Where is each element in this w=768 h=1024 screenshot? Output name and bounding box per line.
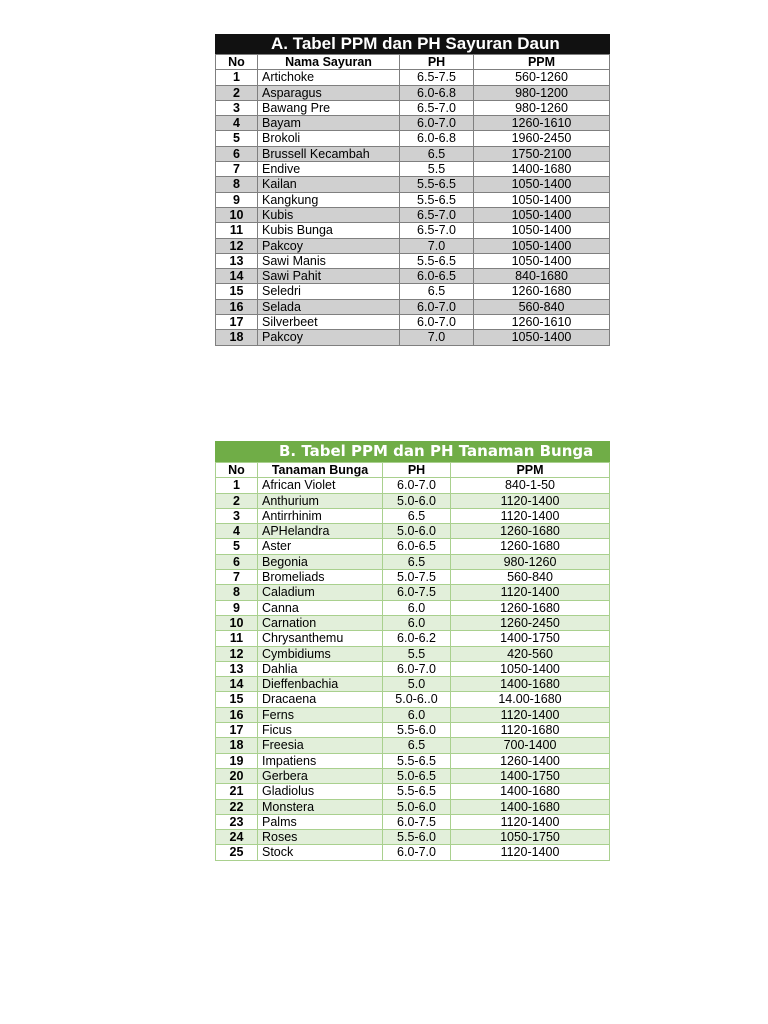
table-row [216, 600, 610, 615]
table-row [216, 70, 610, 85]
cell-name: Freesia [258, 738, 383, 753]
header-no: No [216, 55, 258, 70]
cell-name: Ferns [258, 707, 383, 722]
cell-ph: 6.0-7.5 [383, 814, 451, 829]
cell-no: 13 [216, 661, 258, 676]
cell-ph: 6.0-7.0 [383, 478, 451, 493]
cell-ph: 6.5 [383, 508, 451, 523]
cell-ph: 5.5-6.0 [383, 830, 451, 845]
cell-ph: 5.5-6.5 [383, 784, 451, 799]
table-row [216, 116, 610, 131]
cell-ph: 6.0-6.5 [383, 539, 451, 554]
cell-ppm: 1050-1400 [474, 330, 610, 345]
cell-no: 19 [216, 753, 258, 768]
cell-ppm: 1050-1400 [474, 177, 610, 192]
cell-name: Palms [258, 814, 383, 829]
cell-ppm: 980-1200 [474, 85, 610, 100]
table-row [216, 253, 610, 268]
table-row [216, 207, 610, 222]
cell-name: Carnation [258, 615, 383, 630]
cell-ph: 5.0-6.0 [383, 524, 451, 539]
cell-name: Antirrhinim [258, 508, 383, 523]
cell-no: 13 [216, 253, 258, 268]
cell-ph: 5.5-6.5 [400, 192, 474, 207]
cell-ppm: 980-1260 [451, 554, 610, 569]
cell-ph: 5.5-6.5 [383, 753, 451, 768]
cell-ph: 6.0-7.0 [400, 315, 474, 330]
cell-ph: 6.5-7.0 [400, 207, 474, 222]
cell-name: Dieffenbachia [258, 677, 383, 692]
cell-name: Selada [258, 299, 400, 314]
table-row [216, 284, 610, 299]
table-row [216, 162, 610, 177]
cell-name: Dracaena [258, 692, 383, 707]
cell-name: Brokoli [258, 131, 400, 146]
cell-ph: 6.0-7.0 [383, 661, 451, 676]
cell-no: 11 [216, 631, 258, 646]
cell-ppm: 840-1680 [474, 269, 610, 284]
cell-ppm: 1260-1610 [474, 116, 610, 131]
cell-name: Brussell Kecambah [258, 146, 400, 161]
cell-ph: 6.0-7.5 [383, 585, 451, 600]
table-row [216, 585, 610, 600]
cell-ppm: 1050-1400 [474, 192, 610, 207]
cell-no: 1 [216, 70, 258, 85]
cell-ppm: 420-560 [451, 646, 610, 661]
cell-ph: 5.5 [383, 646, 451, 661]
table-row [216, 330, 610, 345]
cell-ppm: 560-1260 [474, 70, 610, 85]
table-row [216, 768, 610, 783]
cell-ppm: 1120-1400 [451, 845, 610, 860]
cell-name: Begonia [258, 554, 383, 569]
cell-ph: 6.5 [383, 554, 451, 569]
cell-ph: 5.0 [383, 677, 451, 692]
table-tanaman-bunga [215, 441, 610, 861]
cell-name: Kangkung [258, 192, 400, 207]
cell-ppm: 980-1260 [474, 100, 610, 115]
table-row [216, 85, 610, 100]
cell-no: 6 [216, 554, 258, 569]
cell-ppm: 1050-1400 [474, 238, 610, 253]
cell-ppm: 1120-1400 [451, 508, 610, 523]
table-row [216, 814, 610, 829]
table-a-body [216, 70, 610, 345]
table-row [216, 830, 610, 845]
cell-name: Bromeliads [258, 570, 383, 585]
cell-no: 2 [216, 493, 258, 508]
cell-no: 11 [216, 223, 258, 238]
cell-name: Kubis Bunga [258, 223, 400, 238]
cell-no: 12 [216, 646, 258, 661]
cell-no: 10 [216, 615, 258, 630]
table-a-title: A. Tabel PPM dan PH Sayuran Daun [215, 34, 610, 54]
cell-name: Dahlia [258, 661, 383, 676]
cell-no: 23 [216, 814, 258, 829]
table-row [216, 677, 610, 692]
cell-ppm: 1400-1680 [451, 784, 610, 799]
cell-no: 8 [216, 177, 258, 192]
cell-ppm: 1050-1400 [451, 661, 610, 676]
cell-name: Gladiolus [258, 784, 383, 799]
cell-ppm: 1400-1750 [451, 631, 610, 646]
table-row [216, 661, 610, 676]
cell-no: 12 [216, 238, 258, 253]
cell-no: 20 [216, 768, 258, 783]
cell-ph: 7.0 [400, 238, 474, 253]
header-nama-sayuran: Nama Sayuran [258, 55, 400, 70]
cell-name: Sawi Manis [258, 253, 400, 268]
cell-ph: 6.5-7.5 [400, 70, 474, 85]
cell-name: Canna [258, 600, 383, 615]
cell-ppm: 1260-1610 [474, 315, 610, 330]
header-no: No [216, 463, 258, 478]
cell-ppm: 1050-1400 [474, 223, 610, 238]
table-row [216, 493, 610, 508]
cell-name: Artichoke [258, 70, 400, 85]
cell-ppm: 14.00-1680 [451, 692, 610, 707]
cell-name: Impatiens [258, 753, 383, 768]
cell-name: Kailan [258, 177, 400, 192]
cell-ph: 5.5-6.0 [383, 723, 451, 738]
cell-name: Gerbera [258, 768, 383, 783]
cell-name: APHelandra [258, 524, 383, 539]
cell-ppm: 700-1400 [451, 738, 610, 753]
table-row [216, 570, 610, 585]
table-row [216, 539, 610, 554]
cell-ph: 6.0-7.0 [400, 299, 474, 314]
cell-ppm: 1120-1400 [451, 585, 610, 600]
table-row [216, 508, 610, 523]
cell-ppm: 1960-2450 [474, 131, 610, 146]
cell-name: Endive [258, 162, 400, 177]
cell-no: 6 [216, 146, 258, 161]
table-row [216, 238, 610, 253]
table-row [216, 738, 610, 753]
cell-name: Bayam [258, 116, 400, 131]
table-b-body [216, 478, 610, 860]
cell-name: Kubis [258, 207, 400, 222]
cell-ph: 6.0-6.8 [400, 131, 474, 146]
cell-no: 8 [216, 585, 258, 600]
table-row [216, 692, 610, 707]
cell-ppm: 1120-1400 [451, 493, 610, 508]
cell-no: 2 [216, 85, 258, 100]
cell-no: 18 [216, 330, 258, 345]
header-ppm: PPM [451, 463, 610, 478]
cell-ph: 6.5 [400, 146, 474, 161]
cell-no: 22 [216, 799, 258, 814]
cell-ppm: 1260-1680 [451, 524, 610, 539]
cell-name: Stock [258, 845, 383, 860]
table-row [216, 269, 610, 284]
cell-no: 16 [216, 299, 258, 314]
cell-ppm: 560-840 [474, 299, 610, 314]
cell-ppm: 1260-1680 [451, 539, 610, 554]
cell-ppm: 1400-1680 [474, 162, 610, 177]
cell-ppm: 1120-1400 [451, 707, 610, 722]
cell-no: 9 [216, 192, 258, 207]
cell-ph: 6.0-7.0 [400, 116, 474, 131]
cell-no: 4 [216, 116, 258, 131]
cell-ph: 5.5-6.5 [400, 177, 474, 192]
cell-name: Anthurium [258, 493, 383, 508]
cell-name: Aster [258, 539, 383, 554]
table-row [216, 784, 610, 799]
cell-ph: 6.5 [383, 738, 451, 753]
cell-no: 5 [216, 539, 258, 554]
cell-ppm: 1400-1680 [451, 799, 610, 814]
cell-name: Chrysanthemu [258, 631, 383, 646]
cell-name: Silverbeet [258, 315, 400, 330]
cell-no: 1 [216, 478, 258, 493]
table-row [216, 799, 610, 814]
cell-ph: 5.5 [400, 162, 474, 177]
cell-no: 21 [216, 784, 258, 799]
cell-no: 4 [216, 524, 258, 539]
cell-name: Ficus [258, 723, 383, 738]
cell-ppm: 1400-1680 [451, 677, 610, 692]
cell-no: 15 [216, 692, 258, 707]
cell-no: 17 [216, 315, 258, 330]
cell-ppm: 1050-1400 [474, 207, 610, 222]
table-row [216, 631, 610, 646]
cell-name: African Violet [258, 478, 383, 493]
cell-ph: 6.0-6.5 [400, 269, 474, 284]
cell-ph: 6.5-7.0 [400, 223, 474, 238]
cell-ph: 6.0 [383, 615, 451, 630]
cell-ppm: 1750-2100 [474, 146, 610, 161]
cell-ph: 6.5-7.0 [400, 100, 474, 115]
header-ph: PH [383, 463, 451, 478]
cell-name: Monstera [258, 799, 383, 814]
cell-no: 16 [216, 707, 258, 722]
table-row [216, 146, 610, 161]
cell-no: 14 [216, 677, 258, 692]
cell-ph: 6.0-6.2 [383, 631, 451, 646]
table-row [216, 192, 610, 207]
table-row [216, 646, 610, 661]
table-b-title: B. Tabel PPM dan PH Tanaman Bunga [215, 441, 610, 462]
table-b-header-row [216, 463, 610, 478]
cell-ph: 6.0 [383, 600, 451, 615]
cell-name: Seledri [258, 284, 400, 299]
cell-name: Caladium [258, 585, 383, 600]
cell-no: 7 [216, 162, 258, 177]
table-row [216, 615, 610, 630]
cell-ph: 5.0-7.5 [383, 570, 451, 585]
cell-no: 9 [216, 600, 258, 615]
table-row [216, 707, 610, 722]
cell-ph: 5.0-6..0 [383, 692, 451, 707]
cell-no: 25 [216, 845, 258, 860]
cell-name: Sawi Pahit [258, 269, 400, 284]
cell-ph: 6.0 [383, 707, 451, 722]
cell-ppm: 1120-1680 [451, 723, 610, 738]
cell-ph: 6.5 [400, 284, 474, 299]
cell-name: Pakcoy [258, 330, 400, 345]
cell-ppm: 1120-1400 [451, 814, 610, 829]
table-row [216, 524, 610, 539]
table-row [216, 100, 610, 115]
table-row [216, 753, 610, 768]
cell-ppm: 840-1-50 [451, 478, 610, 493]
table-row [216, 478, 610, 493]
cell-name: Cymbidiums [258, 646, 383, 661]
cell-ppm: 1260-1400 [451, 753, 610, 768]
cell-no: 14 [216, 269, 258, 284]
table-row [216, 223, 610, 238]
table-row [216, 315, 610, 330]
cell-ppm: 1260-1680 [451, 600, 610, 615]
cell-no: 17 [216, 723, 258, 738]
header-ph: PH [400, 55, 474, 70]
cell-no: 3 [216, 508, 258, 523]
table-sayuran-daun [215, 34, 610, 346]
cell-no: 18 [216, 738, 258, 753]
cell-ph: 7.0 [400, 330, 474, 345]
cell-no: 5 [216, 131, 258, 146]
cell-ppm: 1260-1680 [474, 284, 610, 299]
cell-name: Pakcoy [258, 238, 400, 253]
header-tanaman-bunga: Tanaman Bunga [258, 463, 383, 478]
table-row [216, 845, 610, 860]
cell-ph: 6.0-7.0 [383, 845, 451, 860]
cell-ph: 5.0-6.0 [383, 799, 451, 814]
cell-no: 15 [216, 284, 258, 299]
table-a-header-row [216, 55, 610, 70]
cell-ppm: 1050-1750 [451, 830, 610, 845]
cell-name: Bawang Pre [258, 100, 400, 115]
table-row [216, 131, 610, 146]
cell-no: 7 [216, 570, 258, 585]
cell-no: 10 [216, 207, 258, 222]
cell-ppm: 1400-1750 [451, 768, 610, 783]
table-row [216, 299, 610, 314]
cell-no: 24 [216, 830, 258, 845]
cell-ph: 5.0-6.0 [383, 493, 451, 508]
table-row [216, 554, 610, 569]
cell-ph: 6.0-6.8 [400, 85, 474, 100]
cell-no: 3 [216, 100, 258, 115]
cell-ppm: 1050-1400 [474, 253, 610, 268]
table-row [216, 723, 610, 738]
cell-name: Asparagus [258, 85, 400, 100]
header-ppm: PPM [474, 55, 610, 70]
cell-ph: 5.0-6.5 [383, 768, 451, 783]
cell-ppm: 560-840 [451, 570, 610, 585]
cell-ph: 5.5-6.5 [400, 253, 474, 268]
cell-ppm: 1260-2450 [451, 615, 610, 630]
table-row [216, 177, 610, 192]
cell-name: Roses [258, 830, 383, 845]
